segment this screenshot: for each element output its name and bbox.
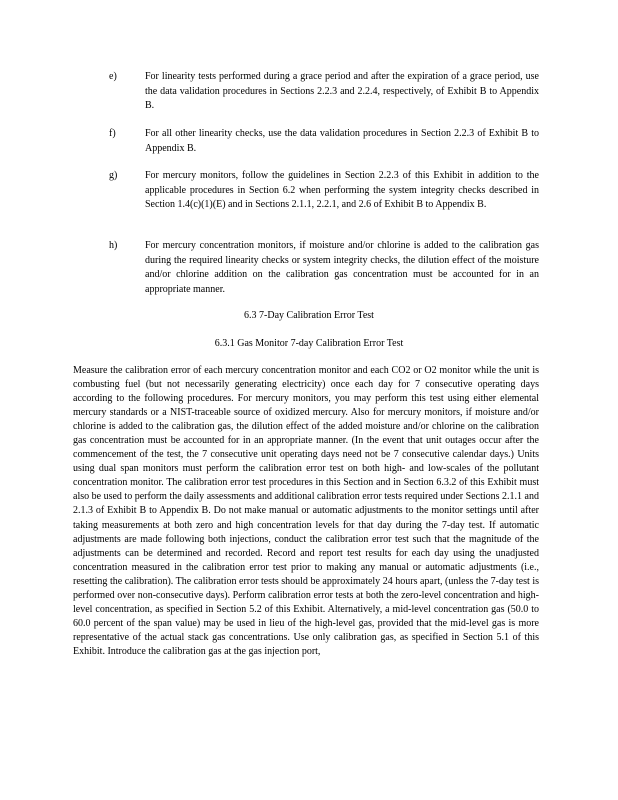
list-item-text: For all other linearity checks, use the data validation procedures in Section 2.2.3 of Exhibit B to Appendix B.	[145, 128, 539, 154]
body-paragraph: Measure the calibration error of each mercury concentration monitor and each CO2 or O2 monitor while the unit is combusting fuel (but not necessarily generating electricity) once each day for 7 consecutive operating days according to the following procedures. For mercury monitors, you may perform this test using either elemental mercury standards or a NIST-traceable source of oxidized mercury. Also for mercury monitors, if moisture and/or chlorine is added to the calibration gas, the dilution effect of the added moisture and/or chlorine on the calibration gas concentration must be accounted for in an appropriate manner. (In the event that unit outages occur after the commencement of the test, the 7 consecutive unit operating days need not be 7 consecutive calendar days.) Units using dual span monitors must perform the calibration error test on both high- and low-scales of the pollutant concentration monitor. The calibration error test procedures in this Section and in Section 6.3.2 of this Exhibit must also be used to perform the daily assessments and additional calibration error tests required under Sections 2.1.1 and 2.1.3 of Exhibit B to Appendix B. Do not make manual or automatic adjustments to the monitor settings until after taking measurements at both zero and high concentration levels for that day during the 7-day test. If automatic adjustments are made following both injections, conduct the calibration error test such that the magnitude of the adjustments can be determined and recorded. Record and report test results for each day using the unadjusted concentration measured in the calibration error test prior to making any manual or automatic adjustments (i.e., resetting the calibration). The calibration error tests should be approximately 24 hours apart, (unless the 7-day test is performed over non-consecutive days). Perform calibration error tests at both the zero-level concentration and high-level concentration, as specified in Section 5.2 of this Exhibit. Alternatively, a mid-level concentration gas (50.0 to 60.0 percent of the span value) may be used in lieu of the high-level gas, provided that the mid-level gas is more representative of the actual stack gas concentrations. Use only calibration gas, as specified in Section 5.1 of this Exhibit. Introduce the calibration gas at the gas injection port,	[73, 365, 539, 657]
list-item	[109, 169, 539, 213]
list-item-text: For mercury monitors, follow the guidelines in Section 2.2.3 of this Exhibit in addition to the applicable procedures in Section 6.2 when performing the system integrity checks described in Section 1.4(c)(1)(E) and in Sections 2.1.1, 2.2.1, and 2.6 of Exhibit B to Appendix B.	[145, 170, 539, 210]
list-marker: g)	[109, 170, 118, 181]
list-marker: e)	[109, 71, 117, 82]
list-item-text: For linearity tests performed during a grace period and after the expiration of a grace period, use the data validation procedures in Sections 2.2.3 and 2.2.4, respectively, of Exhibit B to Appendix B.	[145, 71, 539, 111]
list-item	[109, 127, 539, 156]
list-item-text: For mercury concentration monitors, if moisture and/or chlorine is added to the calibration gas during the required linearity checks or system integrity checks, the dilution effect of the moisture and/or chlorine addition on the calibration gas concentration must be accounted for in an appropriate manner.	[145, 240, 539, 295]
list-marker: h)	[109, 240, 118, 251]
subsection-heading: 6.3.1 Gas Monitor 7-day Calibration Error Test	[214, 338, 404, 349]
list-item	[109, 239, 539, 297]
list-item	[109, 70, 539, 114]
list-marker: f)	[109, 128, 116, 139]
section-heading: 6.3 7-Day Calibration Error Test	[244, 310, 374, 321]
